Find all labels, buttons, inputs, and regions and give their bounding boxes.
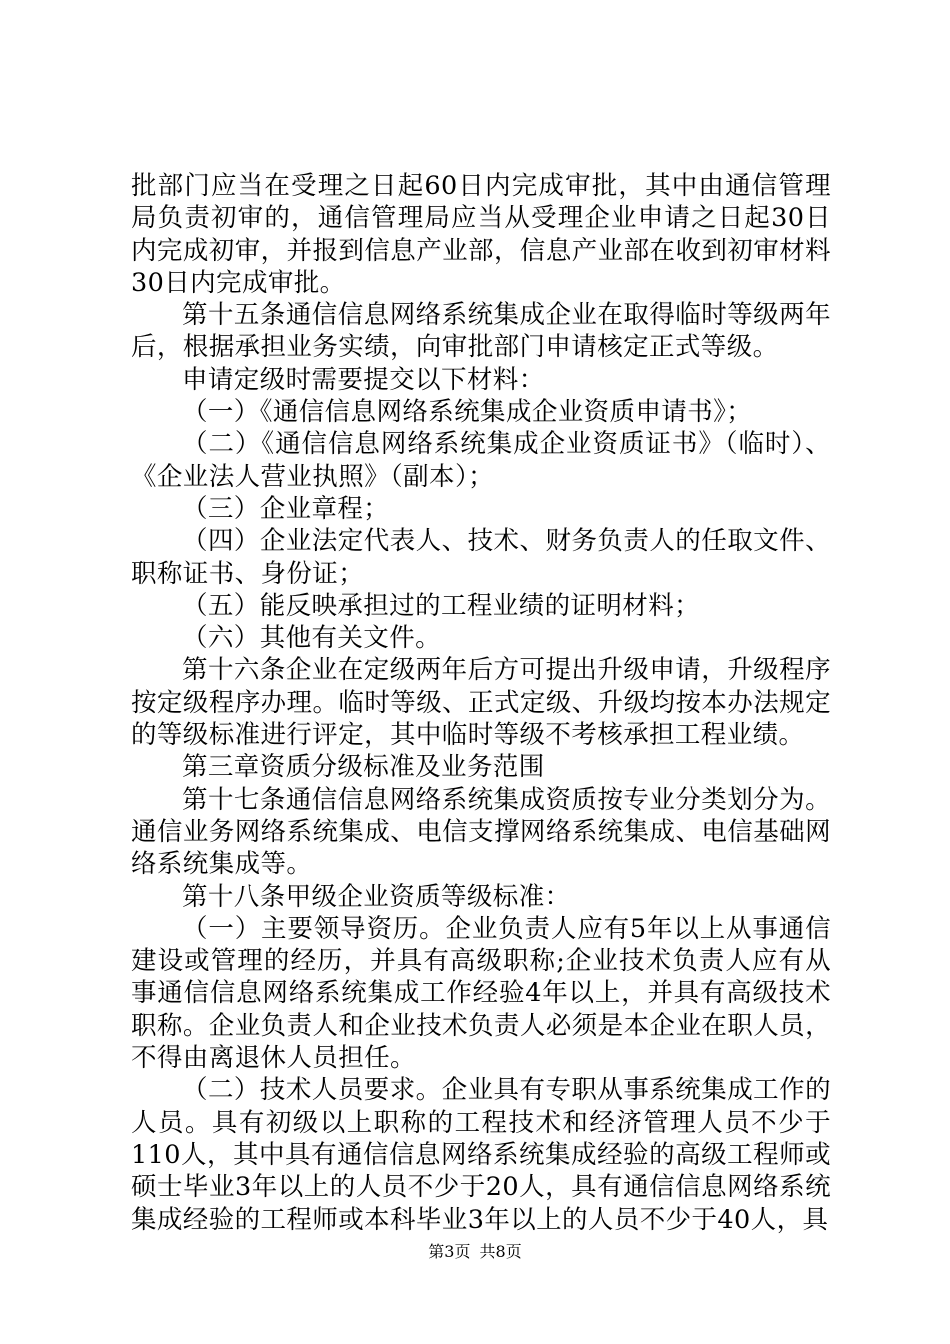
list-item-3: （三）企业章程； xyxy=(182,493,390,524)
paragraph-continuation: 批部门应当在受理之日起60日内完成审批，其中由通信管理局负责初审的，通信管理局应当从受理企业申请之日起30日内完成初审，并报到信息产业部，信息产业部在收到初审材料30日内完成审批。 xyxy=(131,171,831,298)
paragraph-leadership: （一）主要领导资历。企业负责人应有5年以上从事通信建设或管理的经历，并具有高级职称;企业技术负责人应有从事通信信息网络系统集成工作经验4年以上，并具有高级技术职称。企业负责人和企业技术负责人必须是本企业在职人员，不得由离退休人员担任。 xyxy=(131,913,831,1074)
page-footer xyxy=(0,1242,950,1262)
document-body xyxy=(131,170,831,1236)
list-item-2: （二）《通信信息网络系统集成企业资质证书》（临时）、《企业法人营业执照》（副本）； xyxy=(131,429,831,492)
list-item-4: （四）企业法定代表人、技术、财务负责人的任取文件、职称证书、身份证； xyxy=(131,526,831,589)
list-item-6: （六）其他有关文件。 xyxy=(182,623,442,654)
page-total: 共8页 xyxy=(479,1242,522,1261)
list-item-1: （一）《通信信息网络系统集成企业资质申请书》； xyxy=(182,397,753,428)
paragraph-article-17: 第十七条通信信息网络系统集成资质按专业分类划分为。通信业务网络系统集成、电信支撑网络系统集成、电信基础网络系统集成等。 xyxy=(131,784,831,880)
paragraph-materials-intro: 申请定级时需要提交以下材料： xyxy=(182,364,545,395)
paragraph-article-18: 第十八条甲级企业资质等级标准： xyxy=(182,881,571,912)
paragraph-article-16: 第十六条企业在定级两年后方可提出升级申请，升级程序按定级程序办理。临时等级、正式定级、升级均按本办法规定的等级标准进行评定，其中临时等级不考核承担工程业绩。 xyxy=(131,655,831,751)
paragraph-technical-staff: （二）技术人员要求。企业具有专职从事系统集成工作的人员。具有初级以上职称的工程技术和经济管理人员不少于110人，其中具有通信信息网络系统集成经验的高级工程师或硕士毕业3年以上的人员不少于20人，具有通信信息网络系统集成经验的工程师或本科毕业3年以上的人员不少于40人，具 xyxy=(131,1075,831,1235)
paragraph-article-15: 第十五条通信信息网络系统集成企业在取得临时等级两年后，根据承担业务实绩，向审批部门申请核定正式等级。 xyxy=(131,300,831,363)
chapter-heading: 第三章资质分级标准及业务范围 xyxy=(182,752,545,783)
list-item-5: （五）能反映承担过的工程业绩的证明材料； xyxy=(182,590,701,621)
page-number: 第3页 xyxy=(428,1242,471,1261)
